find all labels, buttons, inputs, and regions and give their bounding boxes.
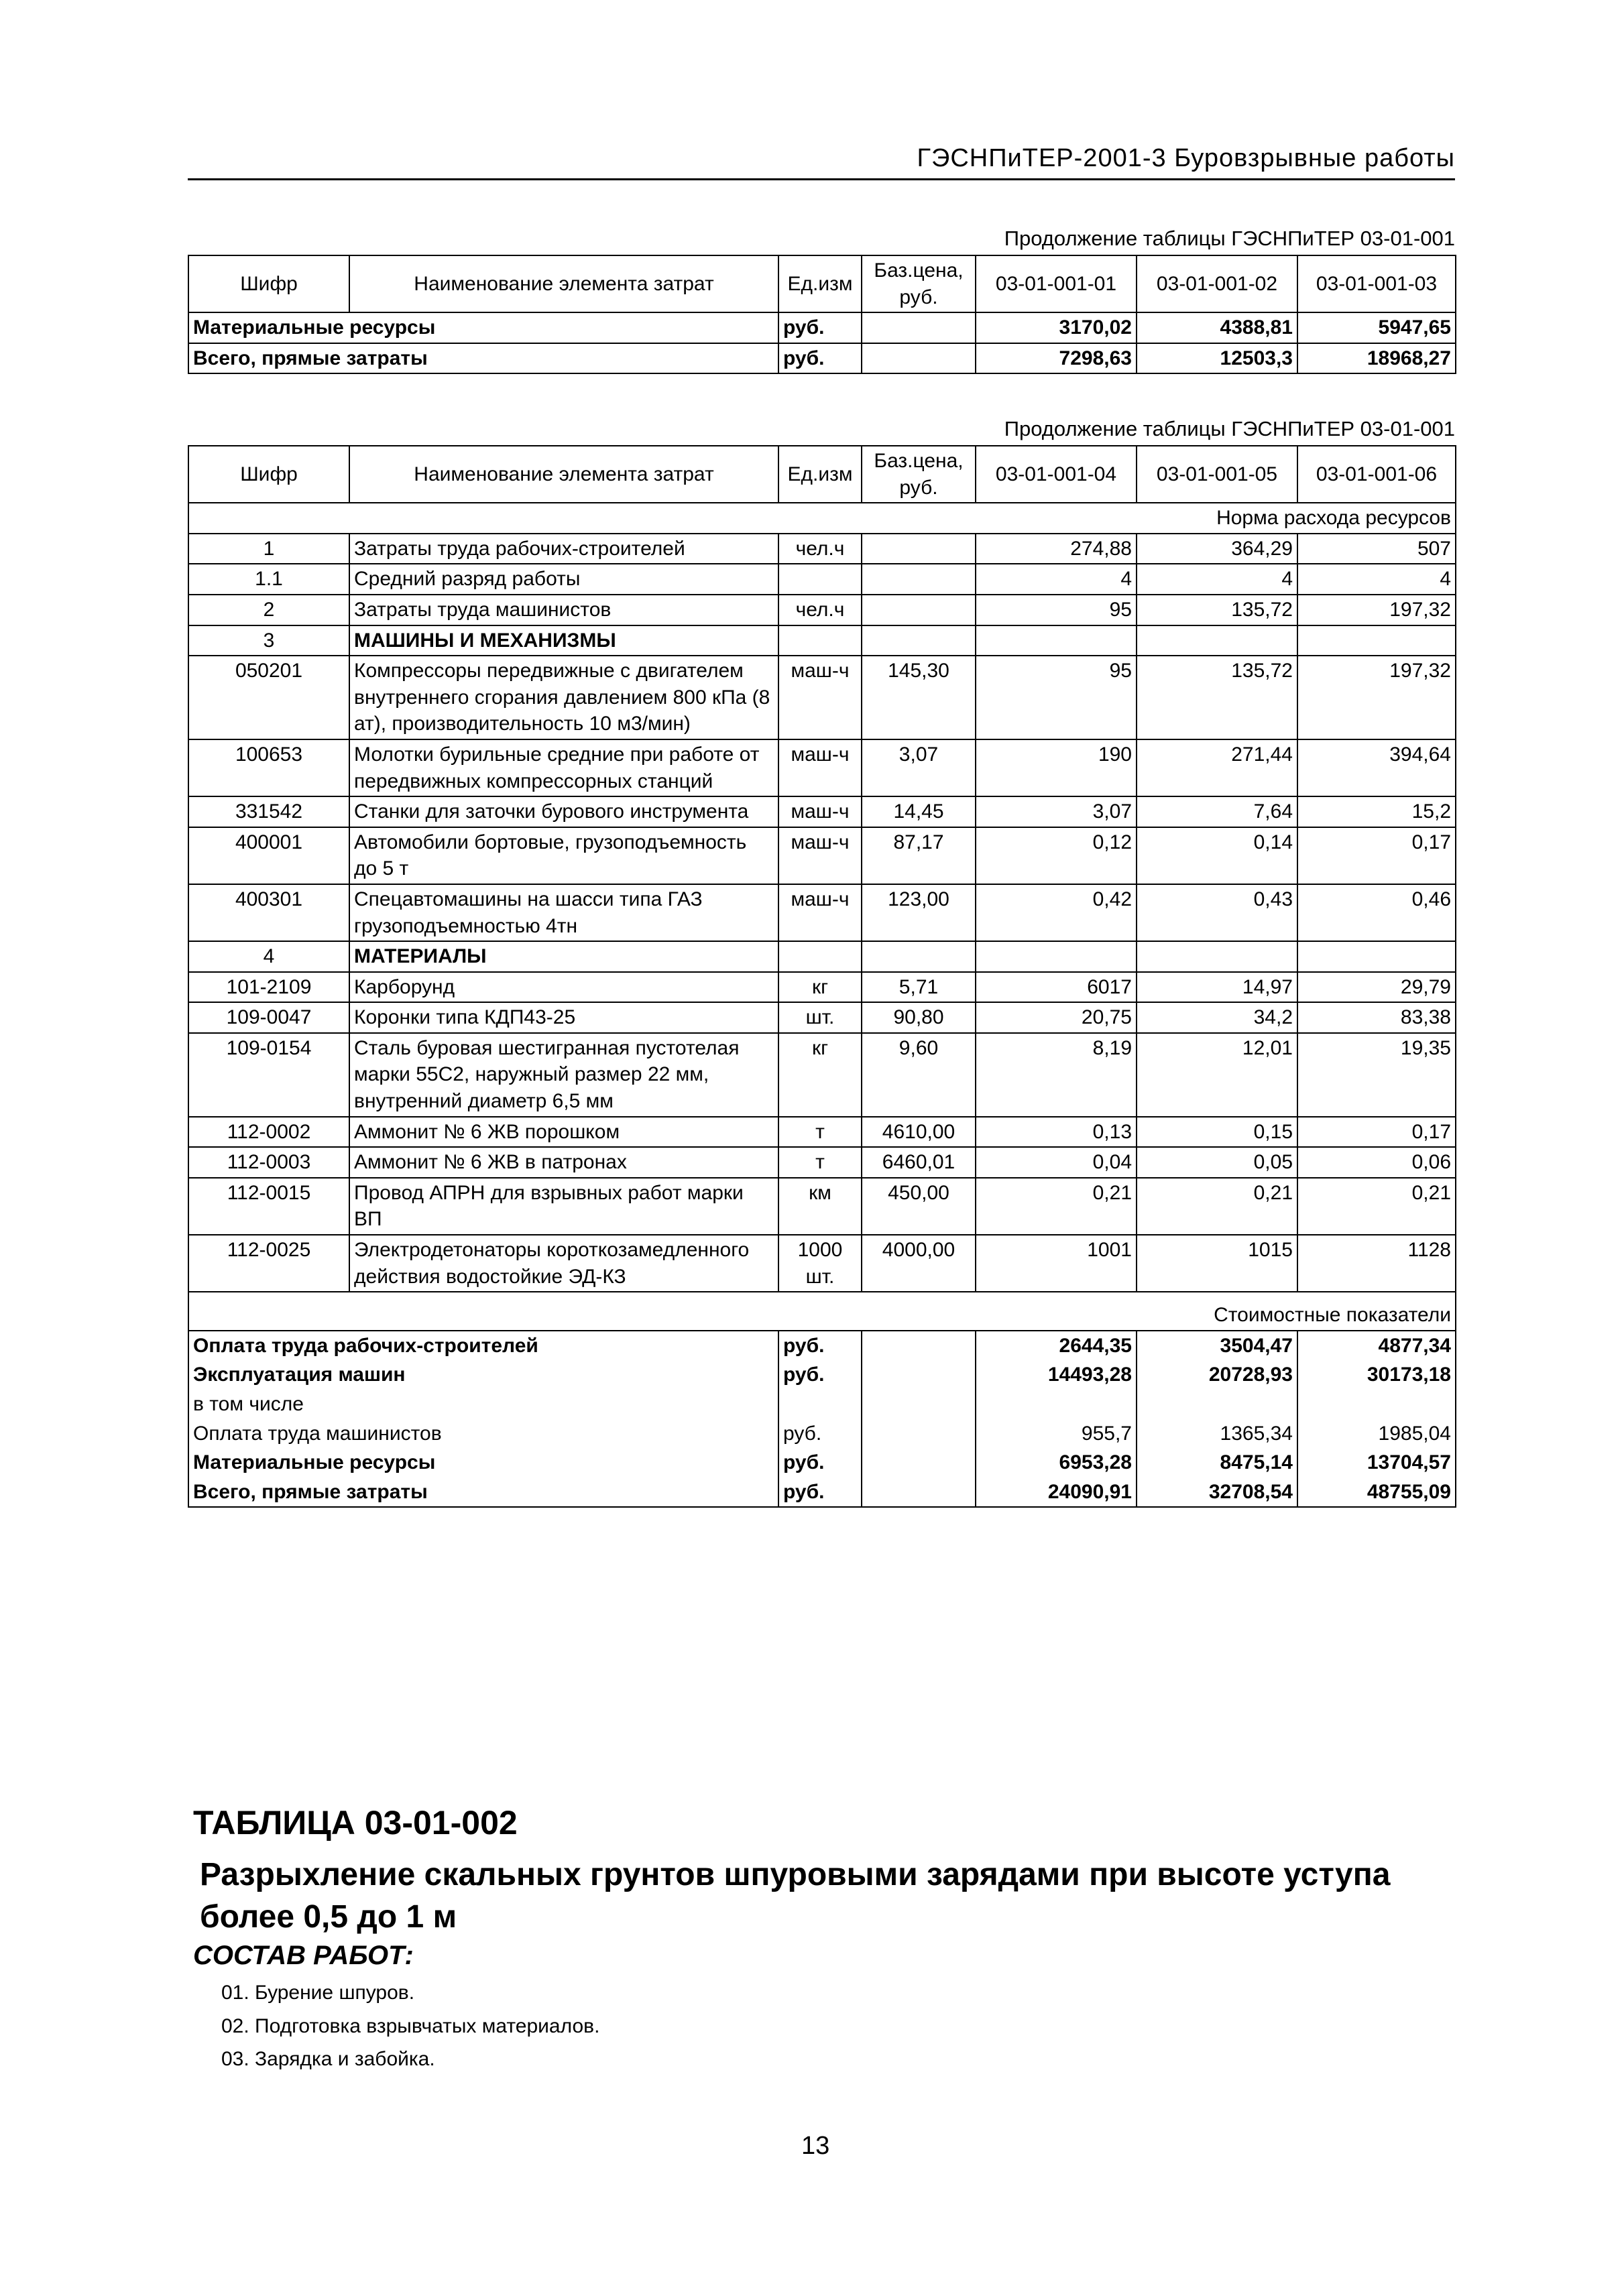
cell-price: 6460,01 [862,1147,976,1178]
cell-v3: 0,46 [1297,884,1456,941]
cell-v1: 4 [976,564,1137,595]
table-row [188,1147,1456,1178]
cell-v1: 95 [976,656,1137,739]
total-v2 [1137,1390,1297,1419]
cell-unit [778,941,862,972]
cell-v2: 135,72 [1137,595,1297,625]
total-unit [778,1390,862,1419]
table2 [188,445,1456,1508]
cell-price [862,534,976,564]
cell-v1: 6017 [976,972,1137,1003]
cell-v1: 274,88 [976,534,1137,564]
cell-v3: 0,17 [1297,827,1456,884]
cell-v2: 0,15 [1137,1117,1297,1148]
cell-unit: маш-ч [778,827,862,884]
total-row [188,1477,1456,1508]
cell-price: 123,00 [862,884,976,941]
cell-price: 87,17 [862,827,976,884]
cell-price: 145,30 [862,656,976,739]
cell-code: 050201 [188,656,349,739]
cell-name: Спецавтомашины на шасси типа ГАЗ грузоподъемностью 4тн [349,884,778,941]
norm-label-row [188,503,1456,534]
table-row [188,972,1456,1003]
cell-price: 4610,00 [862,1117,976,1148]
cell-code: 4 [188,941,349,972]
cell-name: Аммонит № 6 ЖВ порошком [349,1117,778,1148]
table-row [188,564,1456,595]
total-row [188,1331,1456,1361]
cell-v1: 0,04 [976,1147,1137,1178]
cell-price: 90,80 [862,1002,976,1033]
cell-code: 109-0154 [188,1033,349,1117]
total-row [188,1390,1456,1419]
cell-code: 331542 [188,796,349,827]
total-v2: 3504,47 [1137,1331,1297,1361]
cell-price: 450,00 [862,1178,976,1235]
col-header-v1: 03-01-001-01 [976,255,1137,312]
cell-code: 112-0025 [188,1235,349,1292]
cell-price: 4000,00 [862,1235,976,1292]
cell-v2 [1137,625,1297,656]
total-row [188,1360,1456,1390]
section-table-title: ТАБЛИЦА 03-01-002 [193,1804,518,1841]
total-unit: руб. [778,1419,862,1449]
cell-v1: 0,13 [976,1117,1137,1148]
total-v2: 32708,54 [1137,1477,1297,1508]
total-row [188,1448,1456,1477]
cell-code: 101-2109 [188,972,349,1003]
total-price [862,1360,976,1390]
total-name: Оплата труда машинистов [188,1419,778,1449]
cell-name: Электродетонаторы короткозамедленного действия водостойкие ЭД-КЗ [349,1235,778,1292]
cell-code: 3 [188,625,349,656]
cell-v3 [1297,941,1456,972]
cell-name: Затраты труда машинистов [349,595,778,625]
cell-price: 3,07 [862,739,976,796]
cell-v1: 190 [976,739,1137,796]
cell-v2: 0,43 [1137,884,1297,941]
cell-unit: маш-ч [778,796,862,827]
table-row [188,1117,1456,1148]
cell-unit: маш-ч [778,739,862,796]
cell-unit: т [778,1117,862,1148]
row-price [862,312,976,343]
cell-unit: км [778,1178,862,1235]
cell-price [862,595,976,625]
total-name: Материальные ресурсы [188,1448,778,1477]
cell-v2 [1137,941,1297,972]
cell-price: 14,45 [862,796,976,827]
total-v3: 13704,57 [1297,1448,1456,1477]
cell-name: Сталь буровая шестигранная пустотелая марки 55С2, наружный размер 22 мм, внутренний диаметр 6,5 мм [349,1033,778,1117]
row-v1: 7298,63 [976,343,1137,374]
cell-v3: 0,21 [1297,1178,1456,1235]
table2-caption: Продолжение таблицы ГЭСНПиТЕР 03-01-001 [1004,417,1455,440]
total-price [862,1390,976,1419]
row-price [862,343,976,374]
table-row [188,884,1456,941]
cell-v2: 271,44 [1137,739,1297,796]
table1-header-row [188,255,1456,312]
row-v3: 18968,27 [1297,343,1456,374]
cell-unit: чел.ч [778,595,862,625]
table2-header-row [188,446,1456,503]
cell-price [862,564,976,595]
total-unit: руб. [778,1477,862,1508]
cell-v3: 0,06 [1297,1147,1456,1178]
cell-v1: 8,19 [976,1033,1137,1117]
col-header-v3: 03-01-001-06 [1297,446,1456,503]
cell-price: 5,71 [862,972,976,1003]
total-v1: 14493,28 [976,1360,1137,1390]
cell-v3 [1297,625,1456,656]
cell-v3: 29,79 [1297,972,1456,1003]
cell-code: 112-0015 [188,1178,349,1235]
cost-rows [188,1331,1456,1508]
cell-v1: 20,75 [976,1002,1137,1033]
cell-unit: маш-ч [778,656,862,739]
running-header [188,138,1455,180]
cell-unit: кг [778,972,862,1003]
total-v1: 24090,91 [976,1477,1137,1508]
cell-name: Автомобили бортовые, грузоподъемность до 5 т [349,827,778,884]
cell-v3: 197,32 [1297,595,1456,625]
cell-v3: 4 [1297,564,1456,595]
cell-v2: 0,14 [1137,827,1297,884]
page-number: 13 [801,2132,830,2160]
total-price [862,1331,976,1361]
cell-v3: 83,38 [1297,1002,1456,1033]
total-row [188,1419,1456,1449]
cell-v1: 0,12 [976,827,1137,884]
cell-name: Компрессоры передвижные с двигателем внутреннего сгорания давлением 800 кПа (8 ат), производительность 10 м3/мин) [349,656,778,739]
cell-v1: 0,21 [976,1178,1137,1235]
col-header-name: Наименование элемента затрат [349,446,778,503]
cell-code: 100653 [188,739,349,796]
col-header-code: Шифр [188,255,349,312]
row-unit: руб. [778,312,862,343]
total-v2: 8475,14 [1137,1448,1297,1477]
running-header-title: ГЭСНПиТЕР-2001-3 Буровзрывные работы [917,144,1455,172]
col-header-price: Баз.цена, руб. [862,255,976,312]
table-row [188,1235,1456,1292]
cell-name: Молотки бурильные средние при работе от передвижных компрессорных станций [349,739,778,796]
total-v1: 2644,35 [976,1331,1137,1361]
total-name: Эксплуатация машин [188,1360,778,1390]
table-row [188,312,1456,343]
cell-unit: кг [778,1033,862,1117]
total-v1 [976,1390,1137,1419]
table-row [188,796,1456,827]
cell-v2: 0,05 [1137,1147,1297,1178]
cell-v1 [976,941,1137,972]
table1-caption: Продолжение таблицы ГЭСНПиТЕР 03-01-001 [1004,227,1455,250]
list-item: 01. Бурение шпуров. [221,1982,415,2004]
cell-code: 1.1 [188,564,349,595]
cell-v3: 0,17 [1297,1117,1456,1148]
row-name: Материальные ресурсы [188,312,778,343]
cell-v2: 4 [1137,564,1297,595]
table-row [188,656,1456,739]
total-price [862,1477,976,1508]
cell-v1 [976,625,1137,656]
cell-unit: 1000 шт. [778,1235,862,1292]
works-list [221,1976,599,2076]
list-item: 03. Зарядка и забойка. [221,2048,435,2070]
row-v3: 5947,65 [1297,312,1456,343]
total-name: Оплата труда рабочих-строителей [188,1331,778,1361]
cell-name: Средний разряд работы [349,564,778,595]
norm-label: Норма расхода ресурсов [188,503,1456,534]
total-unit: руб. [778,1360,862,1390]
cell-v2: 0,21 [1137,1178,1297,1235]
col-header-v1: 03-01-001-04 [976,446,1137,503]
cell-name: Станки для заточки бурового инструмента [349,796,778,827]
row-v2: 12503,3 [1137,343,1297,374]
col-header-code: Шифр [188,446,349,503]
cell-v3: 1128 [1297,1235,1456,1292]
cell-name: МАТЕРИАЛЫ [349,941,778,972]
cell-v1: 0,42 [976,884,1137,941]
cell-code: 1 [188,534,349,564]
cell-price: 9,60 [862,1033,976,1117]
resource-rows [188,534,1456,1292]
cell-v2: 1015 [1137,1235,1297,1292]
row-v1: 3170,02 [976,312,1137,343]
cell-v1: 3,07 [976,796,1137,827]
row-v2: 4388,81 [1137,312,1297,343]
cost-label: Стоимостные показатели [188,1292,1456,1331]
total-v3 [1297,1390,1456,1419]
cell-v3: 507 [1297,534,1456,564]
col-header-v3: 03-01-001-03 [1297,255,1456,312]
total-price [862,1419,976,1449]
cell-unit [778,625,862,656]
cell-code: 112-0002 [188,1117,349,1148]
cell-code: 2 [188,595,349,625]
cell-unit [778,564,862,595]
col-header-v2: 03-01-001-02 [1137,255,1297,312]
cell-code: 112-0003 [188,1147,349,1178]
table-row [188,1033,1456,1117]
table1 [188,255,1456,374]
cost-label-row [188,1292,1456,1331]
cell-code: 109-0047 [188,1002,349,1033]
cell-name: Карборунд [349,972,778,1003]
cell-price [862,941,976,972]
cell-name: Затраты труда рабочих-строителей [349,534,778,564]
cell-code: 400001 [188,827,349,884]
cell-v2: 364,29 [1137,534,1297,564]
table-row [188,941,1456,972]
cell-v2: 14,97 [1137,972,1297,1003]
col-header-v2: 03-01-001-05 [1137,446,1297,503]
cell-name: Провод АПРН для взрывных работ марки ВП [349,1178,778,1235]
total-name: в том числе [188,1390,778,1419]
cell-unit: маш-ч [778,884,862,941]
total-v3: 30173,18 [1297,1360,1456,1390]
col-header-name: Наименование элемента затрат [349,255,778,312]
cell-name: МАШИНЫ И МЕХАНИЗМЫ [349,625,778,656]
table-row [188,1002,1456,1033]
total-v1: 6953,28 [976,1448,1137,1477]
cell-unit: т [778,1147,862,1178]
cell-v3: 197,32 [1297,656,1456,739]
table-row [188,739,1456,796]
table-row [188,1178,1456,1235]
col-header-unit: Ед.изм [778,255,862,312]
cell-v1: 1001 [976,1235,1137,1292]
total-name: Всего, прямые затраты [188,1477,778,1508]
table-row [188,595,1456,625]
section-subtitle: Разрыхление скальных грунтов шпуровыми зарядами при высоте уступа более 0,5 до 1 м [200,1857,1391,1935]
cell-code: 400301 [188,884,349,941]
cell-name: Аммонит № 6 ЖВ в патронах [349,1147,778,1178]
col-header-unit: Ед.изм [778,446,862,503]
cell-v2: 34,2 [1137,1002,1297,1033]
table-row [188,343,1456,374]
total-unit: руб. [778,1331,862,1361]
cell-unit: чел.ч [778,534,862,564]
list-item: 02. Подготовка взрывчатых материалов. [221,2014,600,2037]
row-unit: руб. [778,343,862,374]
total-v2: 20728,93 [1137,1360,1297,1390]
total-v3: 4877,34 [1297,1331,1456,1361]
cell-name: Коронки типа КДП43-25 [349,1002,778,1033]
cell-v2: 7,64 [1137,796,1297,827]
cell-v3: 15,2 [1297,796,1456,827]
total-price [862,1448,976,1477]
cell-v2: 12,01 [1137,1033,1297,1117]
cell-price [862,625,976,656]
col-header-price: Баз.цена, руб. [862,446,976,503]
cell-v3: 394,64 [1297,739,1456,796]
cell-v1: 95 [976,595,1137,625]
cell-v3: 19,35 [1297,1033,1456,1117]
total-v3: 1985,04 [1297,1419,1456,1449]
table-row [188,625,1456,656]
total-v1: 955,7 [976,1419,1137,1449]
total-v3: 48755,09 [1297,1477,1456,1508]
table-row [188,827,1456,884]
row-name: Всего, прямые затраты [188,343,778,374]
cell-v2: 135,72 [1137,656,1297,739]
cell-unit: шт. [778,1002,862,1033]
works-heading: СОСТАВ РАБОТ: [193,1941,414,1970]
total-v2: 1365,34 [1137,1419,1297,1449]
table-row [188,534,1456,564]
total-unit: руб. [778,1448,862,1477]
